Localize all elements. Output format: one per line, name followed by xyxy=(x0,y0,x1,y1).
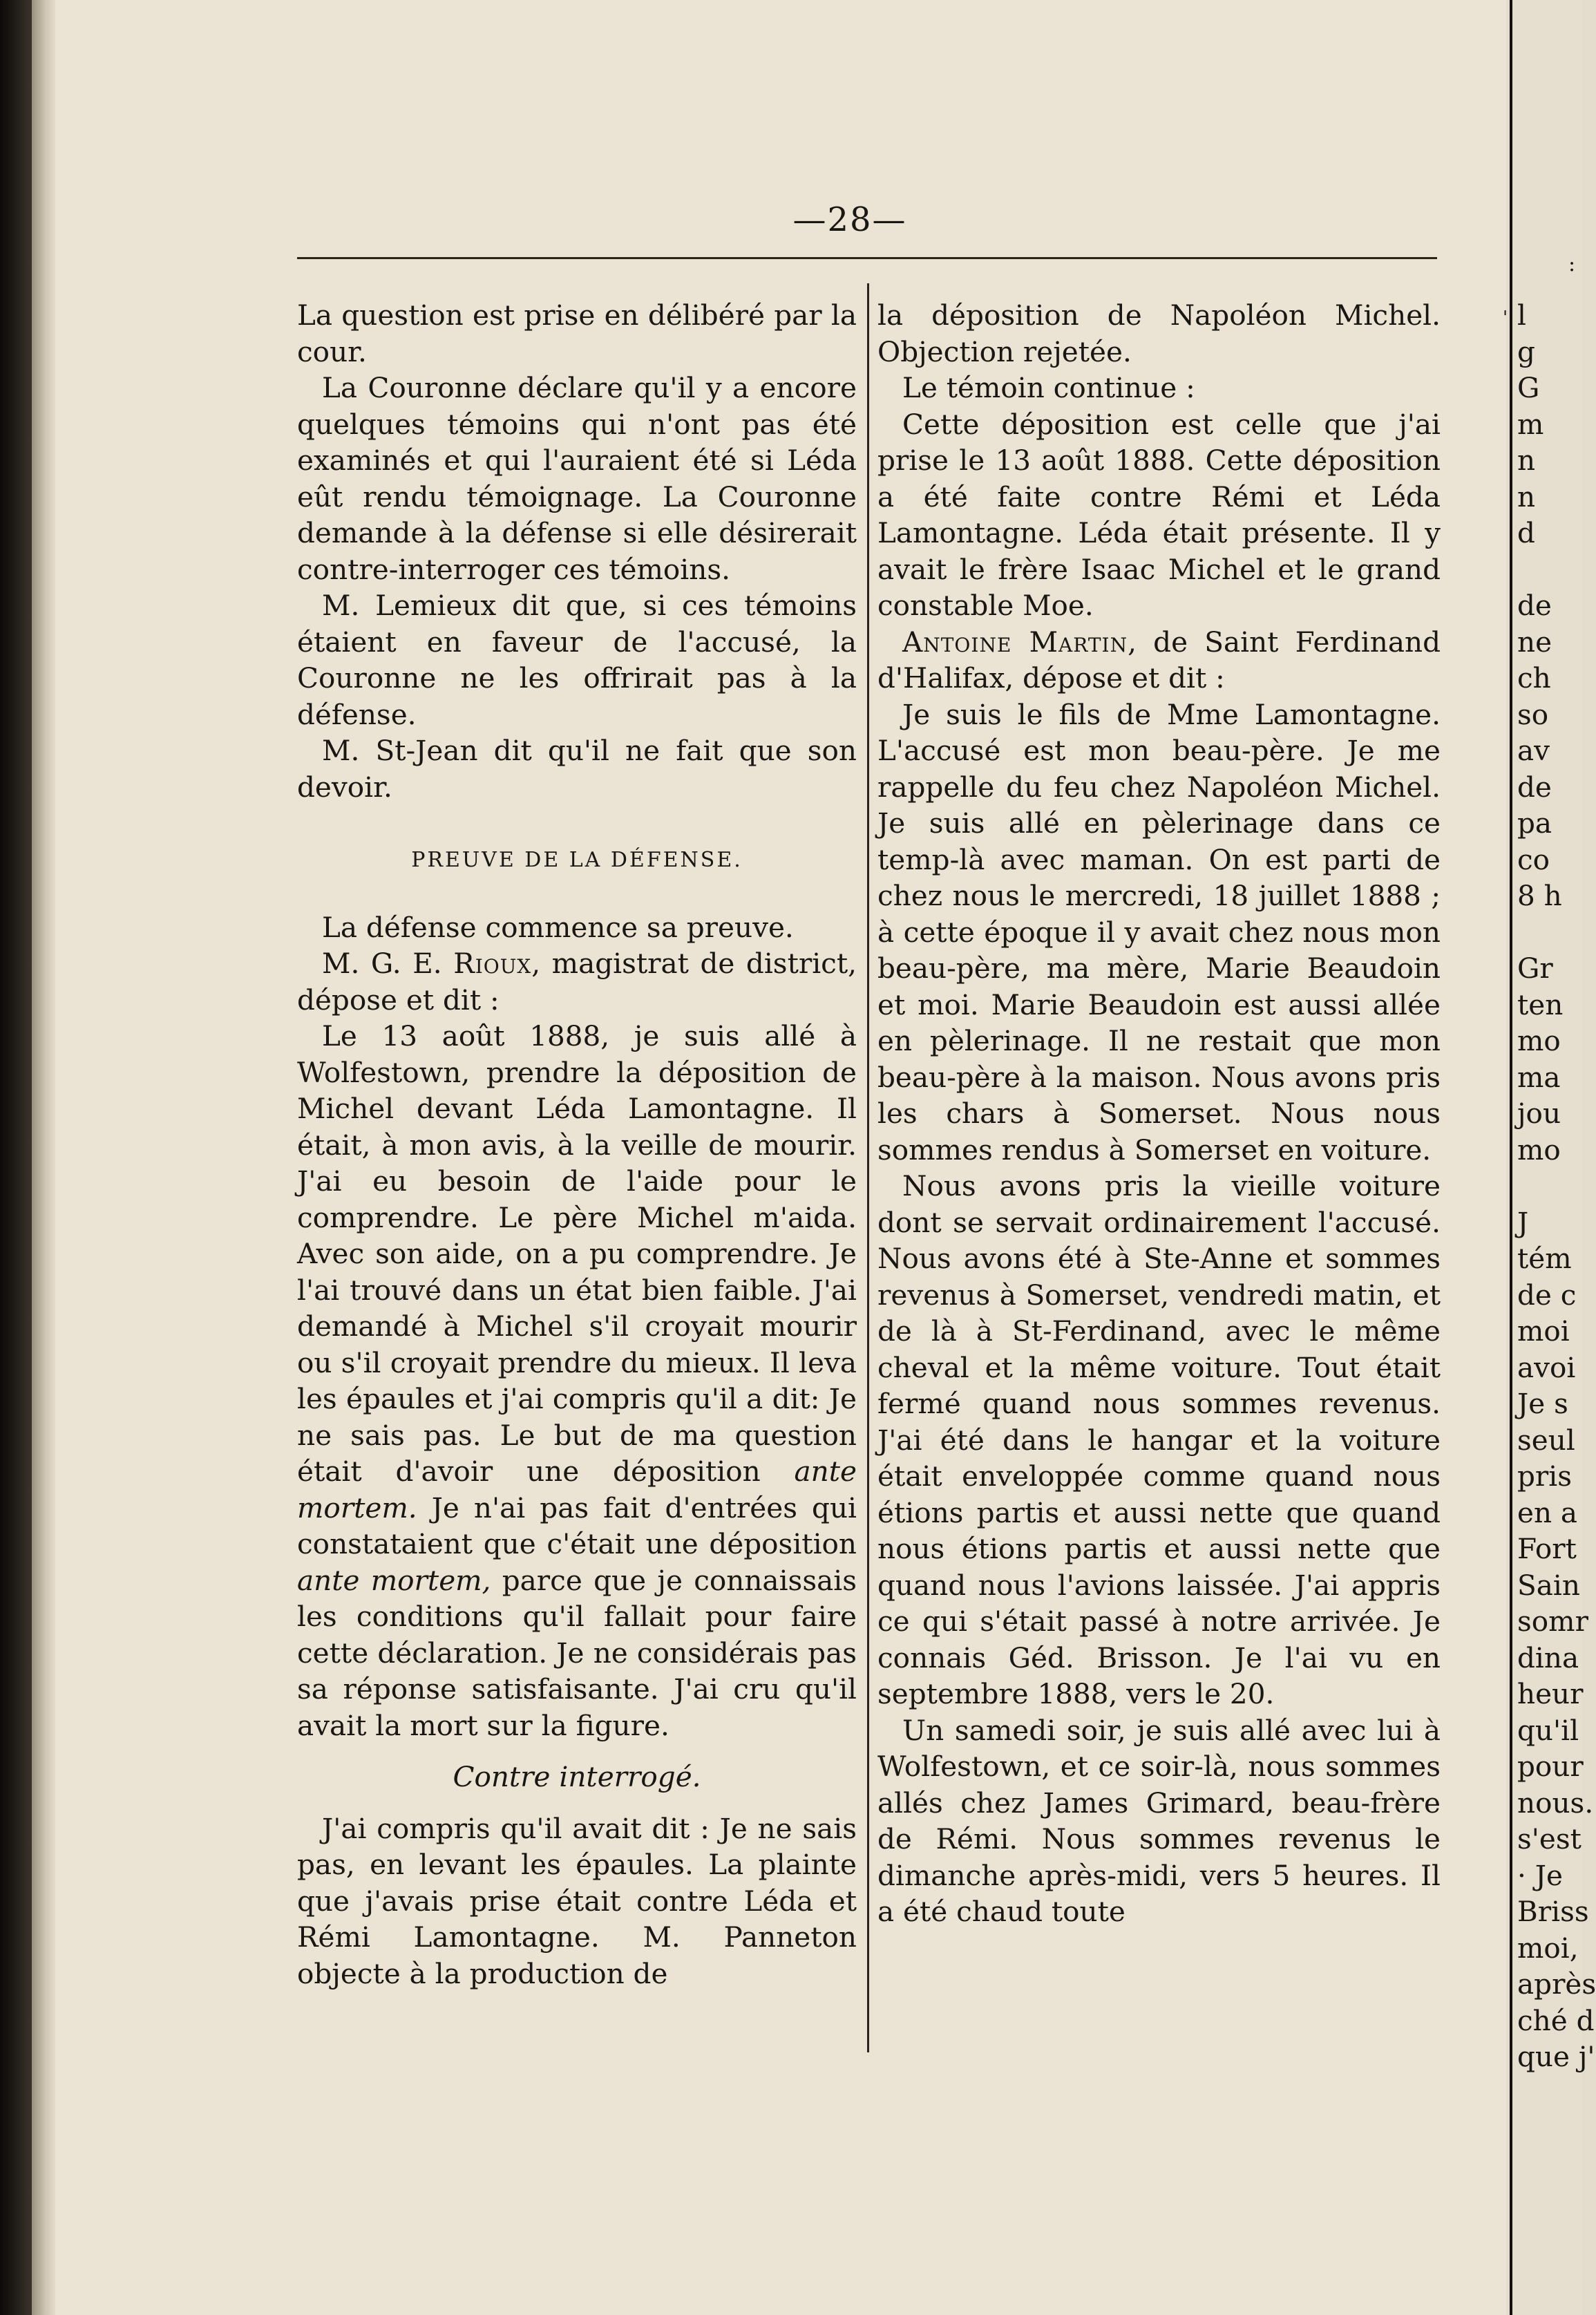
fragment-line: après xyxy=(1517,1967,1596,2001)
fragment-line: ché d xyxy=(1517,2003,1595,2037)
fragment-line: co xyxy=(1517,842,1550,876)
paragraph: Un samedi soir, je suis allé avec lui à Wolfestown, et ce soir-là, nous sommes allés chez James Grimard, beau-frère de Rémi. Nous sommes revenus le dimanche après-midi, vers 5 heures. Il a été chaud toute xyxy=(877,1713,1441,1928)
fragment-line: de xyxy=(1517,770,1552,804)
fragment-line: s'est xyxy=(1517,1822,1581,1855)
column-divider xyxy=(867,283,869,2052)
fragment-line xyxy=(1517,914,1581,951)
fragment-line: m xyxy=(1517,407,1544,441)
margin-mark: : xyxy=(1568,252,1576,276)
book-binding xyxy=(0,0,32,2315)
text-run: parce que je connaissais les conditions qu'il fallait pour faire cette déclaration. Je ne considérais pas sa réponse satisfaisante. J'ai cru qu'il avait la mort sur la figure. xyxy=(297,1563,857,1742)
fragment-line: pour xyxy=(1517,1750,1584,1783)
middle-column xyxy=(877,297,1441,1930)
paragraph: M. Lemieux dit que, si ces témoins étaient en faveur de l'accusé, la Couronne ne les offrirait pas à la défense. xyxy=(297,589,857,731)
paragraph: La défense commence sa preuve. xyxy=(322,910,794,944)
paragraph: Le témoin continue : xyxy=(902,371,1195,404)
fragment-line: mo xyxy=(1517,1024,1561,1057)
fragment-line: dina xyxy=(1517,1641,1579,1674)
binding-shadow xyxy=(32,0,55,2315)
fragment-line xyxy=(1517,551,1581,588)
text-run: Le 13 août 1888, je suis allé à Wolfestown, prendre la déposition de Michel devant Léda Lamontagne. Il était, à mon avis, à la veille de mourir. J'ai eu besoin de l'aide pour le comprendre. Le père Michel m'aida. Avec son aide, on a pu comprendre. Je l'ai trouvé dans un état bien faible. J'ai demandé à Michel s'il croyait mourir ou s'il croyait prendre du mieux. Il leva les épaules et j'ai compris qu'il a dit: Je ne sais pas. Le but de ma question était d'avoir une déposition xyxy=(297,1019,857,1488)
fragment-line: g xyxy=(1517,334,1535,368)
fragment-line: heur xyxy=(1517,1677,1584,1710)
fragment-line: ten xyxy=(1517,988,1564,1021)
fragment-line: ch xyxy=(1517,661,1551,694)
fragment-line: de c xyxy=(1517,1278,1577,1312)
fragment-line: n xyxy=(1517,480,1536,513)
italic-term: ante mortem, xyxy=(297,1563,491,1597)
fragment-line: l xyxy=(1517,299,1526,332)
fragment-line: jou xyxy=(1517,1097,1561,1130)
witness-name: Rioux xyxy=(453,947,532,980)
paragraph xyxy=(297,945,857,1018)
paragraph: La question est prise en délibéré par la cour. xyxy=(297,299,857,368)
fragment-line: pa xyxy=(1517,806,1552,840)
fragment-line: G xyxy=(1517,371,1540,404)
fragment-line: 8 h xyxy=(1517,879,1562,912)
fragment-line: en a xyxy=(1517,1495,1578,1529)
text-run: , de Saint Ferdinand d'Halifax, dépose et dit : xyxy=(877,625,1441,694)
header-rule xyxy=(297,257,1437,259)
fragment-line: so xyxy=(1517,697,1549,731)
fragment-line: seul xyxy=(1517,1423,1575,1457)
fragment-line: n xyxy=(1517,444,1536,477)
paragraph xyxy=(297,1018,857,1744)
fragment-line: Sain xyxy=(1517,1568,1580,1602)
paragraph: Cette déposition est celle que j'ai prise le 13 août 1888. Cette déposition a été faite contre Rémi et Léda Lamontagne. Léda était présente. Il y avait le frère Isaac Michel et le grand constable Moe. xyxy=(877,407,1441,622)
witness-name: Antoine Martin xyxy=(902,625,1128,659)
left-column xyxy=(297,297,857,1992)
fragment-line xyxy=(1517,1168,1581,1204)
text-run: M. G. E. xyxy=(322,947,454,980)
fragment-line: de xyxy=(1517,589,1552,622)
italic-term: ante mortem. xyxy=(297,1455,857,1524)
section-heading: PREUVE DE LA DÉFENSE. xyxy=(411,848,743,872)
fragment-line: moi, xyxy=(1517,1931,1579,1965)
page-number: —28— xyxy=(792,200,907,239)
paragraph: la déposition de Napoléon Michel. Objection rejetée. xyxy=(877,299,1441,368)
paragraph: Je suis le fils de Mme Lamontagne. L'accusé est mon beau-père. Je me rappelle du feu chez Napoléon Michel. Je suis allé en pèlerinage dans ce temp-là avec maman. On est parti de chez nous le mercredi, 18 juillet 1888 ; à cette époque il y avait chez nous mon beau-père, ma mère, Marie Beaudoin et moi. Marie Beaudoin est aussi allée en pèlerinage. Il ne restait que mon beau-père à la maison. Nous avons pris les chars à Somerset. Nous nous sommes rendus à Somerset en voiture. xyxy=(877,697,1441,1166)
fragment-line: tém xyxy=(1517,1242,1572,1275)
fragment-line: somr xyxy=(1517,1605,1588,1638)
fragment-line: J xyxy=(1517,1205,1529,1239)
subheading: Contre interrogé. xyxy=(453,1760,701,1793)
fragment-line: moi xyxy=(1517,1314,1570,1348)
fragment-line: qu'il xyxy=(1517,1713,1579,1747)
fragment-line: d xyxy=(1517,516,1535,549)
fragment-line: Je s xyxy=(1517,1387,1568,1420)
text-run: , magistrat de district, dépose et dit : xyxy=(297,947,857,1017)
fragment-line: Fort xyxy=(1517,1532,1577,1565)
fragment-line: mo xyxy=(1517,1133,1561,1166)
fragment-line: ne xyxy=(1517,625,1552,659)
fragment-line: nous. xyxy=(1517,1786,1594,1820)
margin-mark: ' xyxy=(1503,308,1508,328)
fragment-line: avoi xyxy=(1517,1350,1576,1384)
adjacent-page-fragment xyxy=(1517,297,1596,2075)
fragment-line: que j' xyxy=(1517,2040,1595,2073)
paragraph: Nous avons pris la vieille voiture dont se servait ordinairement l'accusé. Nous avons été à Ste-Anne et sommes revenus à Somerset, vendredi matin, et de là à St-Ferdinand, avec le même cheval et la même voiture. Tout était fermé quand nous sommes revenus. J'ai été dans le hangar et la voiture était enveloppée comme quand nous étions partis et aussi nette que quand nous étions partis et aussi nette que quand nous l'avions laissée. J'ai appris ce qui s'était passé à notre arrivée. Je connais Géd. Brisson. Je l'ai vu en septembre 1888, vers le 20. xyxy=(877,1169,1441,1710)
fragment-line: Gr xyxy=(1517,952,1553,985)
fragment-line: · Je xyxy=(1517,1858,1563,1892)
fragment-line: av xyxy=(1517,734,1550,767)
paragraph xyxy=(877,624,1441,697)
paragraph: M. St-Jean dit qu'il ne fait que son devoir. xyxy=(297,734,857,804)
fragment-line: pris xyxy=(1517,1459,1573,1493)
paragraph: J'ai compris qu'il avait dit : Je ne sais pas, en levant les épaules. La plainte que j'avais prise était contre Léda et Rémi Lamontagne. M. Panneton objecte à la production de xyxy=(297,1811,857,1990)
fragment-line: Briss xyxy=(1517,1895,1589,1928)
paragraph: La Couronne déclare qu'il y a encore quelques témoins qui n'ont pas été examinés et qui l'auraient été si Léda eût rendu témoignage. La Couronne demande à la défense si elle désirerait contre-interroger ces témoins. xyxy=(297,371,857,586)
fragment-line: ma xyxy=(1517,1060,1561,1094)
text-run: Je n'ai pas fait d'entrées qui constataient que c'était une déposition xyxy=(297,1491,857,1560)
